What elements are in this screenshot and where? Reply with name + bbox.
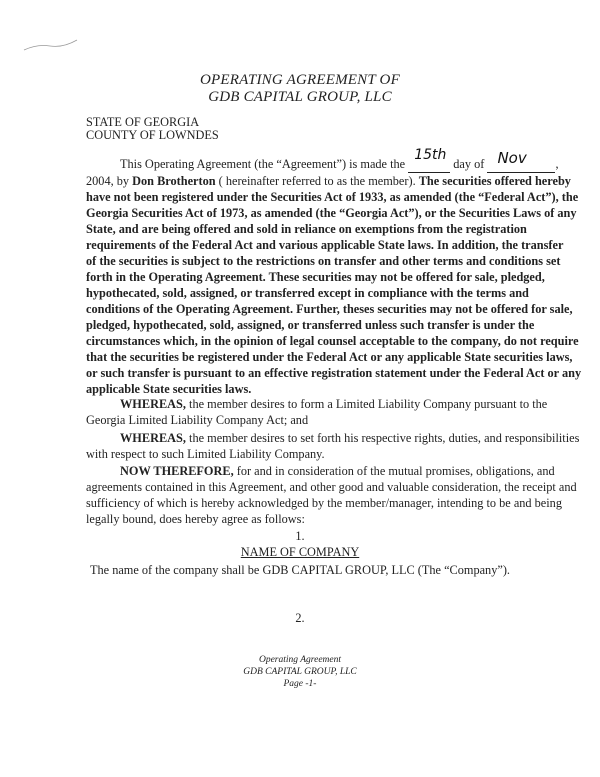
securities-legend-line: pledged, hypothecated, sold, assigned, or transferred unless such transfer is under the [86, 318, 535, 332]
footer-page-number: Page -1- [283, 679, 317, 689]
securities-legend-line: or such transfer is pursuant to an effective registration statement under the Federal Act or any [86, 366, 582, 380]
securities-legend-line: forth in the Operating Agreement. These securities may not be offered for sale, pledged, [86, 270, 545, 284]
securities-legend-line: of the securities is subject to the restrictions on transfer and other terms and conditions set [86, 254, 561, 268]
intro-line-2 [86, 173, 571, 189]
intro-comma: , [555, 157, 559, 171]
footer-line-1: Operating Agreement [258, 655, 342, 665]
section-2-number: 2. [295, 611, 305, 625]
now-therefore-text: for and in consideration of the mutual promises, obligations, and [236, 464, 555, 478]
whereas-2-line-2: with respect to such Limited Liability Company. [86, 447, 325, 461]
section-1-number: 1. [295, 529, 305, 543]
whereas-1-line-1 [86, 396, 548, 412]
securities-legend-line: conditions of the Operating Agreement. Further, theses securities may not be offered for sale, [86, 302, 573, 316]
intro-line-1 [86, 147, 559, 173]
handwritten-day: 15th [414, 147, 447, 163]
section-1-heading: NAME OF COMPANY [240, 545, 360, 559]
doc-title-line-2: GDB CAPITAL GROUP, LLC [208, 89, 392, 105]
now-therefore-line-1 [86, 463, 555, 479]
now-therefore-line-3: sufficiency of which is hereby acknowledged by the member/manager, intending to be and being [86, 496, 562, 510]
month-field [487, 149, 555, 173]
intro-securities-start: The securities offered hereby [418, 174, 571, 188]
securities-legend-line: have not been registered under the Securities Act of 1933, as amended (the “Federal Act”), the [86, 190, 579, 204]
handwritten-month: Nov [497, 149, 527, 167]
securities-legend-line: requirements of the Federal Act and various applicable State laws. In addition, the transfer [86, 238, 564, 252]
footer-line-2: GDB CAPITAL GROUP, LLC [243, 667, 357, 677]
securities-legend-line: hypothecated, sold, assigned, or transferred except in compliance with the terms and [86, 286, 529, 300]
whereas-1-line-2: Georgia Limited Liability Company Act; and [86, 413, 309, 427]
securities-legend-line: that the securities be registered under the Federal Act or any applicable State securities laws, [86, 350, 573, 364]
intro-text-dayof: day of [453, 157, 485, 171]
now-therefore-line-2: agreements contained in this Agreement, and other good and valuable consideration, the receipt and [86, 480, 577, 494]
intro-text: This Operating Agreement (the “Agreement”) is made the [120, 157, 406, 171]
scan-mark [22, 38, 82, 52]
section-1-text: The name of the company shall be GDB CAPITAL GROUP, LLC (The “Company”). [90, 563, 510, 577]
venue-county: COUNTY OF LOWNDES [86, 128, 219, 142]
whereas-1-text: the member desires to form a Limited Liability Company pursuant to the [189, 397, 548, 411]
doc-title-line-1: OPERATING AGREEMENT OF [200, 72, 400, 88]
securities-legend-line: circumstances which, in the opinion of legal counsel acceptable to the company, do not require [86, 334, 579, 348]
now-therefore-lead: NOW THEREFORE, [120, 464, 234, 478]
venue-state: STATE OF GEORGIA [86, 115, 200, 129]
member-name: Don Brotherton [132, 174, 216, 188]
whereas-2-text: the member desires to set forth his respective rights, duties, and responsibilities [189, 431, 580, 445]
whereas-2-line-1 [86, 430, 580, 446]
whereas-lead: WHEREAS, [120, 431, 186, 445]
whereas-lead: WHEREAS, [120, 397, 186, 411]
securities-legend-line: State, and are being offered and sold in reliance on exemptions from the registration [86, 222, 527, 236]
now-therefore-line-4: legally bound, does hereby agree as follows: [86, 512, 305, 526]
day-field [408, 147, 450, 173]
intro-hereinafter: ( hereinafter referred to as the member). [218, 174, 416, 188]
securities-legend-line: Georgia Securities Act of 1973, as amended (the “Georgia Act”), or the Securities Laws of any [86, 206, 577, 220]
intro-year: 2004, by [86, 174, 130, 188]
securities-legend-line: applicable State securities laws. [86, 382, 252, 396]
